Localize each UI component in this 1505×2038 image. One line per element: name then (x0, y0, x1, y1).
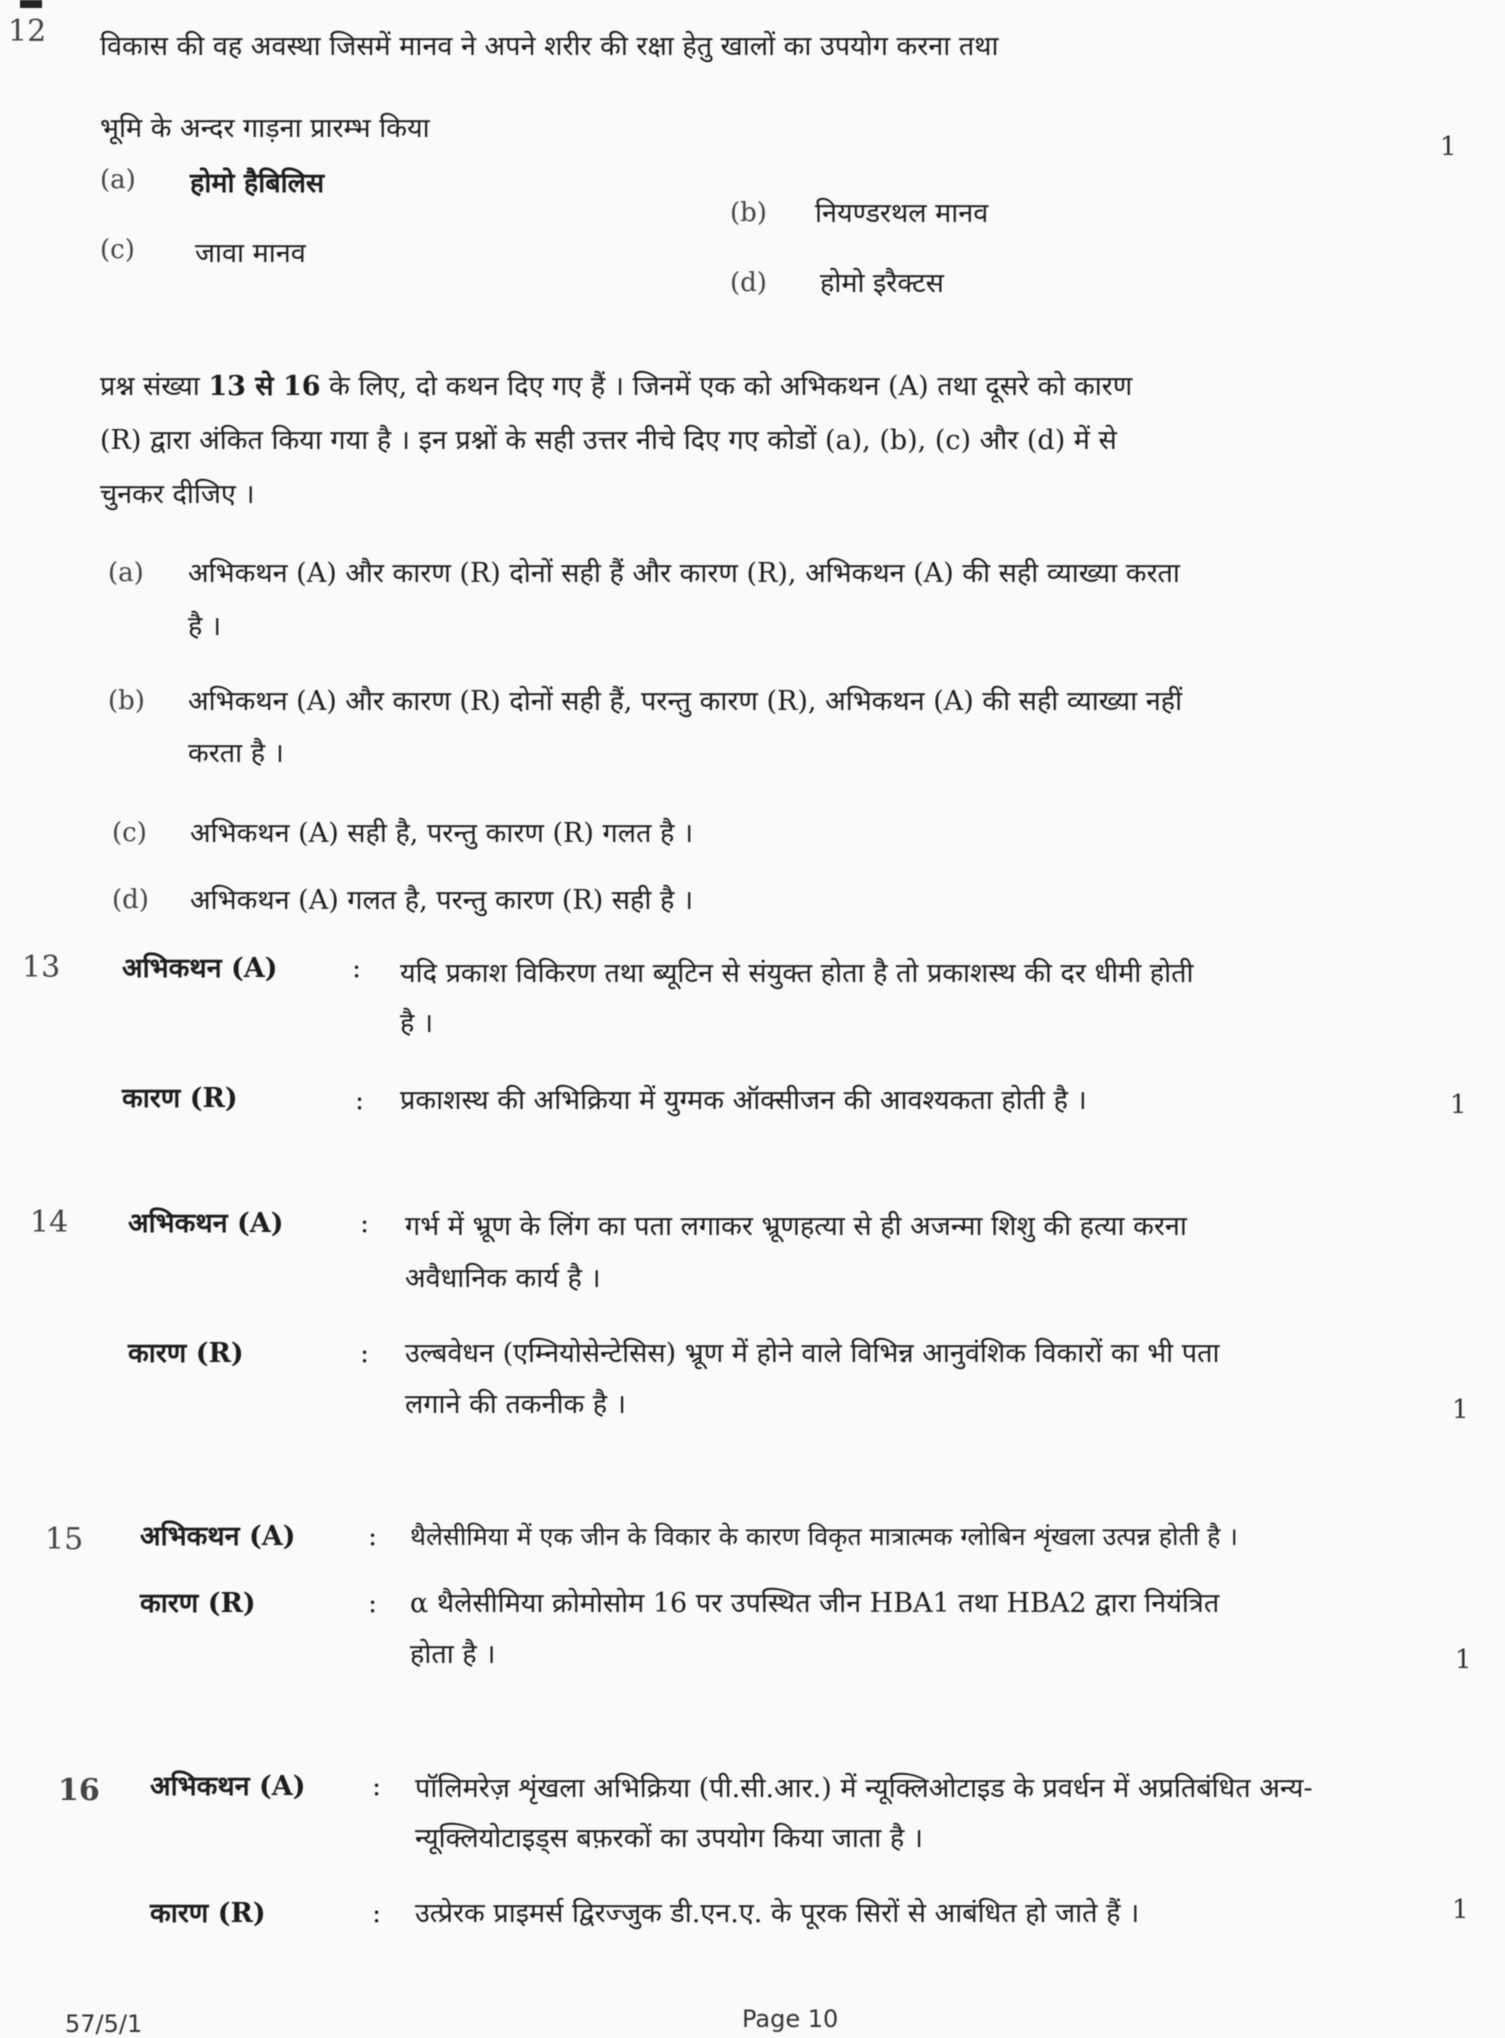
instruction-line: (R) द्वारा अंकित किया गया है । इन प्रश्नों के सही उत्तर नीचे दिए गए कोडों (a), (b), (c) और (d) में से (100, 425, 1117, 456)
option-label: (b) (730, 198, 767, 228)
marks-label: 1 (1452, 1395, 1469, 1425)
marks-label: 1 (1455, 1645, 1472, 1675)
option-label: (d) (730, 268, 767, 298)
reason-label: कारण (R) (122, 1083, 238, 1114)
reason-text-line: उल्बवेधन (एम्नियोसेन्टेसिस) भ्रूण में होने वाले विभिन्न आनुवंशिक विकारों का भी पता (405, 1338, 1220, 1369)
option-text: नियण्डरथल मानव (815, 198, 989, 229)
colon: : (352, 953, 362, 984)
colon: : (368, 1588, 378, 1619)
code-text-line: अभिकथन (A) गलत है, परन्तु कारण (R) सही है । (190, 885, 694, 916)
assertion-label: अभिकथन (A) (140, 1521, 296, 1552)
instruction-line: चुनकर दीजिए । (100, 479, 255, 510)
question-text-line: विकास की वह अवस्था जिसमें मानव ने अपने शरीर की रक्षा हेतु खालों का उपयोग करना तथा (100, 31, 999, 62)
code-label: (a) (108, 558, 144, 588)
colon: : (368, 1521, 378, 1552)
code-text-line: है । (188, 611, 222, 642)
code-text-line: करता है । (188, 738, 284, 769)
reason-label: कारण (R) (128, 1338, 244, 1369)
instruction-line: प्रश्न संख्या 13 से 16 के लिए, दो कथन दिए गए हैं । जिनमें एक को अभिकथन (A) तथा दूसरे को कारण (100, 371, 1133, 402)
code-text-line: अभिकथन (A) सही है, परन्तु कारण (R) गलत है । (190, 818, 694, 849)
question-text-line: भूमि के अन्दर गाड़ना प्रारम्भ किया (100, 113, 430, 144)
question-number: 16 (58, 1773, 100, 1808)
colon: : (372, 1771, 382, 1802)
colon: : (372, 1898, 382, 1929)
question-number: 15 (45, 1522, 84, 1557)
assertion-text-line: यदि प्रकाश विकिरण तथा ब्यूटिन से संयुक्त होता है तो प्रकाशस्थ की दर धीमी होती (400, 958, 1194, 989)
colon: : (360, 1208, 370, 1239)
option-text: जावा मानव (195, 238, 306, 269)
assertion-text-line: थैलेसीमिया में एक जीन के विकार के कारण विकृत मात्रात्मक ग्लोबिन शृंखला उत्पन्न होती है । (410, 1522, 1238, 1551)
paper-code: 57/5/1 (65, 2010, 143, 2038)
assertion-text-line: गर्भ में भ्रूण के लिंग का पता लगाकर भ्रूणहत्या से ही अजन्मा शिशु की हत्या करना (405, 1211, 1187, 1242)
reason-text-line: होता है । (410, 1639, 496, 1670)
reason-label: कारण (R) (140, 1588, 256, 1619)
code-text-line: अभिकथन (A) और कारण (R) दोनों सही हैं और कारण (R), अभिकथन (A) की सही व्याख्या करता (188, 558, 1180, 589)
code-label: (b) (108, 686, 145, 716)
page-number: Page 10 (742, 2005, 839, 2033)
assertion-text-line: है । (400, 1008, 434, 1039)
option-text: होमो इरैक्टस (820, 268, 944, 299)
marks-label: 1 (1440, 132, 1457, 162)
marks-label: 1 (1452, 1895, 1469, 1925)
assertion-label: अभिकथन (A) (128, 1208, 284, 1239)
assertion-text-line: न्यूक्लियोटाइड्स बफ़रकों का उपयोग किया जाता है । (415, 1823, 924, 1854)
scan-mark (20, 0, 42, 8)
question-number: 13 (22, 950, 61, 985)
reason-text-line: प्रकाशस्थ की अभिक्रिया में युग्मक ऑक्सीजन की आवश्यकता होती है । (400, 1085, 1087, 1116)
colon: : (360, 1338, 370, 1369)
code-label: (c) (112, 818, 147, 848)
reason-text-line: α थैलेसीमिया क्रोमोसोम 16 पर उपस्थित जीन HBA1 तथा HBA2 द्वारा नियंत्रित (410, 1588, 1220, 1619)
option-label: (a) (100, 165, 136, 195)
code-label: (d) (112, 885, 149, 915)
option-label: (c) (100, 235, 135, 265)
reason-label: कारण (R) (150, 1898, 266, 1929)
colon: : (355, 1085, 365, 1116)
marks-label: 1 (1450, 1090, 1467, 1120)
assertion-label: अभिकथन (A) (122, 953, 278, 984)
option-text: होमो हैबिलिस (190, 168, 325, 199)
reason-text-line: लगाने की तकनीक है । (405, 1389, 626, 1420)
question-number: 14 (30, 1205, 69, 1240)
question-number: 12 (8, 14, 47, 49)
code-text-line: अभिकथन (A) और कारण (R) दोनों सही हैं, परन्तु कारण (R), अभिकथन (A) की सही व्याख्या नहीं (188, 686, 1183, 717)
assertion-text-line: पॉलिमरेज़ शृंखला अभिक्रिया (पी.सी.आर.) में न्यूक्लिओटाइड के प्रवर्धन में अप्रतिबंधित अन्य- (415, 1773, 1313, 1804)
reason-text-line: उत्प्रेरक प्राइमर्स द्विरज्जुक डी.एन.ए. के पूरक सिरों से आबंधित हो जाते हैं । (415, 1898, 1140, 1929)
assertion-text-line: अवैधानिक कार्य है । (405, 1263, 601, 1294)
assertion-label: अभिकथन (A) (150, 1771, 306, 1802)
